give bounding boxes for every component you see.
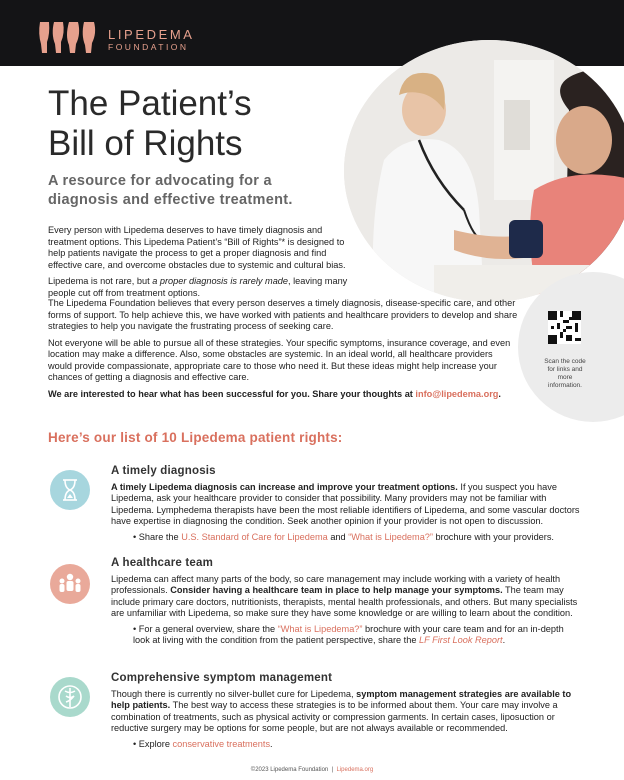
section-heading: A healthcare team xyxy=(111,557,214,569)
doctor-patient-photo xyxy=(344,40,624,302)
section-bullet: • Share the U.S. Standard of Care for Lipedema and “What is Lipedema?” brochure with your providers. xyxy=(133,531,554,542)
right-section-team xyxy=(111,558,581,647)
conservative-treatments-link[interactable]: conservative treatments xyxy=(172,738,271,749)
title-line-2: Bill of Rights xyxy=(48,124,243,163)
qr-code-icon[interactable] xyxy=(548,311,581,344)
intro-p2-text: Lipedema is not rare, but xyxy=(48,276,153,286)
body-paragraph-3: The Lipedema Foundation believes that every person deserves a timely diagnosis, disease-specific care, and other forms of support. To help achieve this, we have worked with patients and healthcare providers to develop and share strategies to help you navigate the frustrating process of seeking care. xyxy=(48,298,518,331)
intro-p2-emphasis: a proper diagnosis is rarely made xyxy=(152,276,289,286)
intro-text xyxy=(48,225,348,304)
section-lead: Consider having a healthcare team in place to help manage your symptoms. xyxy=(170,585,503,595)
logo-wordmark: LIPEDEMA xyxy=(108,27,195,42)
section-bullet: • For a general overview, share the “What is Lipedema?” brochure with your care team and for an in-depth look at living with the condition from the patient perspective, share the LF First Look Report. xyxy=(133,623,564,645)
standard-of-care-link[interactable]: U.S. Standard of Care for Lipedema xyxy=(181,531,328,542)
section-heading: A timely diagnosis xyxy=(111,465,216,477)
section-body: Though there is currently no silver-bullet cure for Lipedema, xyxy=(111,688,357,699)
footer xyxy=(0,767,624,773)
intro-paragraph-2 xyxy=(48,276,348,299)
intro-p2-text-end: , leaving many people cut off from treatment options. xyxy=(48,276,348,298)
section-body-end: The best way to access these strategies is to be informed about them. Your care may involve a combination of treatments, such as physical activity or compression garments. In certain cases, liposuction or reductive surgery may be options for some people, but are not always available or recommended. xyxy=(111,700,558,733)
right-section-symptom-management xyxy=(111,673,581,750)
section-bullet: • Explore conservative treatments. xyxy=(133,738,273,749)
body-paragraph-4: Not everyone will be able to pursue all of these strategies. Your specific symptoms, insurance coverage, and even location may make a difference. Also, some obstacles are systemic. In an ideal world, all healthcare providers would provide compassionate, appropriate care to those who need it. But these ideas might help increase your chances of getting a diagnosis and effective care. xyxy=(48,337,511,382)
bullet-text-end: brochure with your providers. xyxy=(432,531,554,542)
team-icon xyxy=(50,564,90,604)
email-link[interactable]: info@lipedema.org xyxy=(415,388,499,399)
first-look-report-link[interactable]: LF First Look Report xyxy=(419,635,503,645)
bullet-text-end: . xyxy=(270,738,273,749)
bullet-text-and: and xyxy=(327,531,349,542)
rights-list-heading: Here’s our list of 10 Lipedema patient rights: xyxy=(48,430,343,445)
right-section-diagnosis xyxy=(111,466,581,543)
photo-illustration xyxy=(344,40,624,302)
section-text xyxy=(111,689,581,735)
qr-caption: Scan the code for links and more information. xyxy=(544,358,586,389)
bullet-text: For a general overview, share the xyxy=(138,623,278,634)
logo-subwordmark: FOUNDATION xyxy=(108,42,189,52)
section-heading: Comprehensive symptom management xyxy=(111,672,333,684)
intro-paragraph-1: Every person with Lipedema deserves to have timely diagnosis and treatment options. This Lipedema Patient’s “Bill of Rights”* is designed to help patients navigate the process to get a proper diagnosis and find effective care, and overcome obstacles due to systemic and cultural bias. xyxy=(48,225,346,270)
page-subtitle: A resource for advocating for a diagnosis and effective treatment. xyxy=(48,173,293,208)
body-paragraph-5 xyxy=(48,389,518,401)
footer-site-link[interactable]: Lipedema.org xyxy=(336,767,374,773)
section-text xyxy=(111,574,581,620)
logo-figures-icon xyxy=(38,20,100,54)
page-title xyxy=(48,84,348,164)
footer-separator: | xyxy=(331,767,334,773)
section-body: If you suspect you have Lipedema, ask your healthcare provider to consider that possibility. Many providers may not be familiar with Lipedema. Lymphedema therapists have been the most reliable identifiers of Lipedema, and some vascular doctors have expertise in diagnosing the condition. Seek another opinion if your provider is not open to discussion. xyxy=(111,481,580,526)
hourglass-icon xyxy=(50,470,90,510)
footer-copyright: ©2023 Lipedema Foundation xyxy=(250,767,329,773)
title-line-1: The Patient’s xyxy=(48,84,252,123)
bullet-text: Share the xyxy=(138,531,182,542)
bullet-text-end: . xyxy=(502,635,506,645)
what-is-lipedema-link[interactable]: “What is Lipedema?” xyxy=(277,623,363,634)
section-lead: symptom management strategies are available to help patients. xyxy=(111,688,572,710)
section-text xyxy=(111,482,581,528)
section-body-end: The team may include primary care doctors, nutritionists, therapists, mental health professionals, and others. But many specialists are unfamiliar with Lipedema, so make sure they have some knowledge or are willing to learn about the condition. xyxy=(111,585,578,618)
section-lead: A timely Lipedema diagnosis can increase and improve your treatment options. xyxy=(111,481,458,492)
section-body: Lipedema can affect many parts of the body, so care management may include working with a variety of health professionals. xyxy=(111,573,561,595)
share-thoughts-text: We are interested to hear what has been successful for you. Share your thoughts at xyxy=(48,388,416,399)
bullet-text-middle: brochure with your care team and for an in-depth look at living with the condition from the patient perspective, share the xyxy=(133,623,564,645)
body-text xyxy=(48,298,518,405)
share-thoughts-end: . xyxy=(498,388,501,399)
bullet-text: Explore xyxy=(138,738,173,749)
what-is-lipedema-link[interactable]: “What is Lipedema?” xyxy=(348,531,433,542)
medical-caduceus-icon xyxy=(50,677,90,717)
